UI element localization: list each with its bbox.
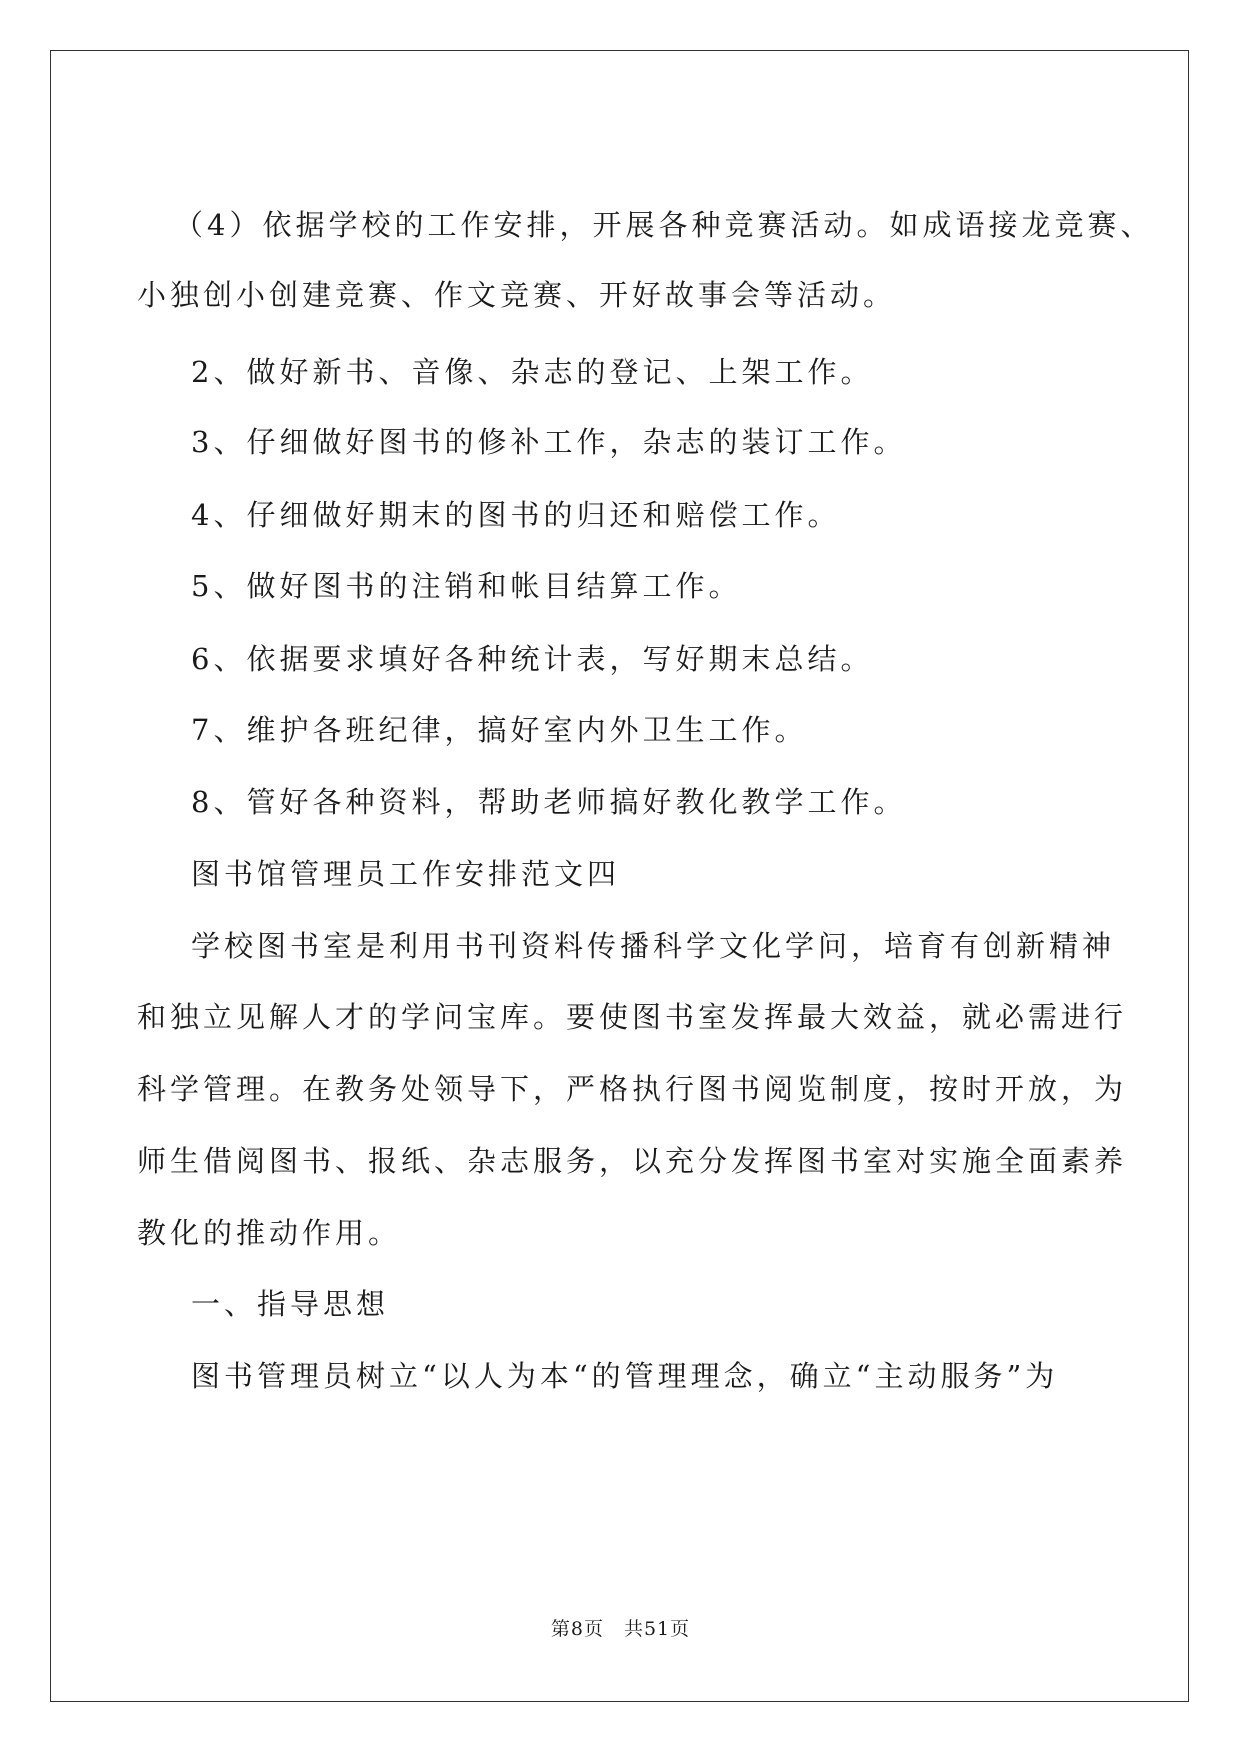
list-item-4: 4、仔细做好期末的图书的归还和赔偿工作。	[191, 498, 841, 532]
list-item-8: 8、管好各种资料，帮助老师搞好教化教学工作。	[191, 785, 907, 819]
list-item-5: 5、做好图书的注销和帐目结算工作。	[191, 569, 742, 603]
paragraph-line-2: 和独立见解人才的学问宝库。要使图书室发挥最大效益，就必需进行	[137, 1000, 1128, 1034]
list-item-6: 6、依据要求填好各种统计表，写好期末总结。	[191, 642, 874, 676]
list-item-3: 3、仔细做好图书的修补工作，杂志的装订工作。	[191, 425, 907, 459]
section-heading: 图书馆管理员工作安排范文四	[191, 857, 621, 891]
paragraph-line-4: 师生借阅图书、报纸、杂志服务，以充分发挥图书室对实施全面素养	[137, 1144, 1128, 1178]
page-frame	[50, 50, 1189, 1702]
list-item-7: 7、维护各班纪律，搞好室内外卫生工作。	[191, 713, 808, 747]
paragraph-line-6: 图书管理员树立“以人为本“的管理理念，确立“主动服务”为	[191, 1359, 1059, 1393]
list-item-2: 2、做好新书、音像、杂志的登记、上架工作。	[191, 355, 874, 389]
paragraph-line-5: 教化的推动作用。	[137, 1216, 402, 1250]
paragraph-line-3: 科学管理。在教务处领导下，严格执行图书阅览制度，按时开放，为	[137, 1072, 1128, 1106]
body-line-2: 小独创小创建竞赛、作文竞赛、开好故事会等活动。	[137, 278, 897, 312]
paragraph-line-1: 学校图书室是利用书刊资料传播科学文化学问，培育有创新精神	[191, 929, 1116, 963]
page-number-footer: 第8页 共51页	[550, 1618, 691, 1640]
subsection-heading: 一、指导思想	[191, 1287, 390, 1321]
body-line-1: （4）依据学校的工作安排，开展各种竞赛活动。如成语接龙竞赛、	[174, 208, 1154, 242]
